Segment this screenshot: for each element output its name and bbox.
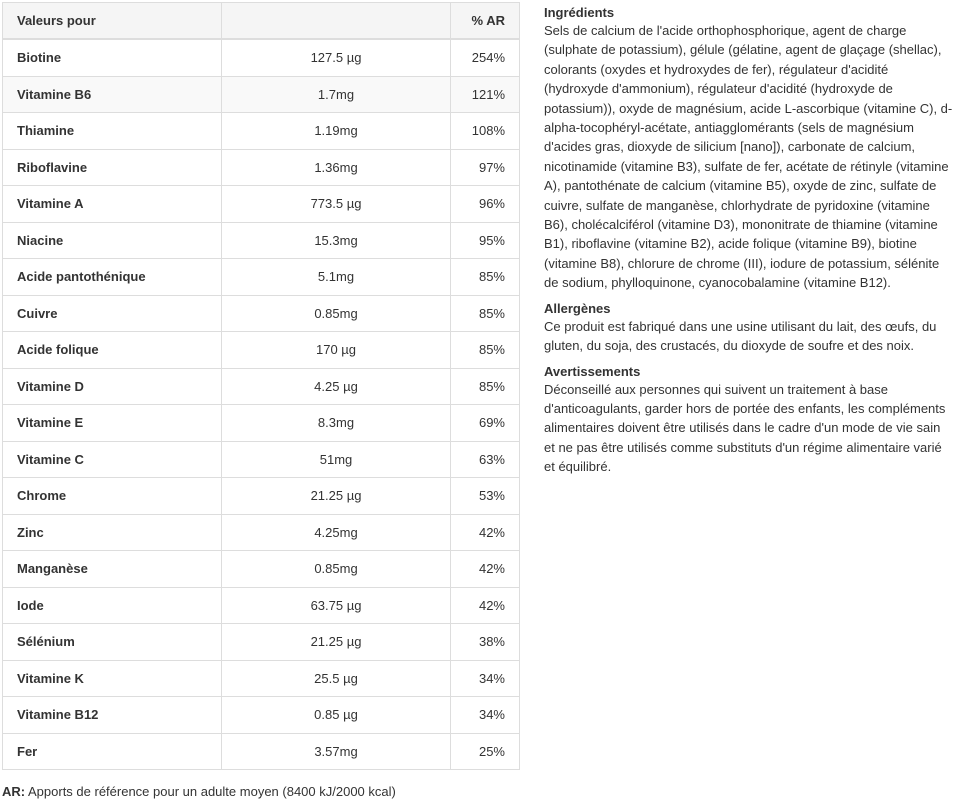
nutrient-amount: 1.7mg xyxy=(222,76,451,113)
nutrition-table xyxy=(2,2,520,770)
table-row xyxy=(3,113,520,150)
table-row xyxy=(3,222,520,259)
table-row xyxy=(3,478,520,515)
nutrient-amount: 1.36mg xyxy=(222,149,451,186)
allergens-section xyxy=(544,300,954,356)
ingredients-title: Ingrédients xyxy=(544,5,615,20)
nutrient-name: Acide pantothénique xyxy=(3,259,222,296)
nutrient-amount: 4.25 µg xyxy=(222,368,451,405)
nutrient-ar: 95% xyxy=(451,222,520,259)
nutrient-name: Acide folique xyxy=(3,332,222,369)
nutrient-ar: 121% xyxy=(451,76,520,113)
nutrient-name: Vitamine B12 xyxy=(3,697,222,734)
nutrient-ar: 53% xyxy=(451,478,520,515)
nutrient-amount: 25.5 µg xyxy=(222,660,451,697)
table-row xyxy=(3,332,520,369)
nutrient-amount: 4.25mg xyxy=(222,514,451,551)
table-row xyxy=(3,76,520,113)
nutrient-ar: 34% xyxy=(451,697,520,734)
ingredients-text: Sels de calcium de l'acide orthophosphorique, agent de charge (sulphate de potassium), gélule (gélatine, agent de glaçage (shellac), colorants (oxydes et hydroxydes de fer), régulateur d'acidité (hydroxyde d'ammonium), régulateur d'acidité (hydroxyde de potassium)), oxyde de magnésium, acide L-ascorbique (vitamine C), d-alpha-tocophéryl-acétate, antiagglomérants (sels de magnésium d'acides gras, dioxyde de silicium [nano]), carbonate de calcium, nicotinamide (vitamine B3), sulfate de fer, acétate de rétinyle (vitamine A), pantothénate de calcium (vitamine B5), oxyde de zinc, sulfate de cuivre, sulfate de manganèse, chlorhydrate de pyridoxine (vitamine B6), cholécalciférol (vitamine D3), mononitrate de thiamine (vitamine B1), riboflavine (vitamine B2), acide folique (vitamine B9), biotine (vitamine B8), chlorure de chrome (III), iodure de potassium, sélénite de sodium, phylloquinone, cyanocobalamine (vitamine B12). xyxy=(544,23,953,291)
nutrient-name: Vitamine E xyxy=(3,405,222,442)
nutrient-amount: 21.25 µg xyxy=(222,624,451,661)
table-row xyxy=(3,441,520,478)
nutrition-table-header xyxy=(3,3,520,40)
table-row xyxy=(3,660,520,697)
nutrient-name: Vitamine C xyxy=(3,441,222,478)
nutrient-name: Chrome xyxy=(3,478,222,515)
footnote xyxy=(2,783,396,800)
table-row xyxy=(3,514,520,551)
header-amount xyxy=(222,3,451,40)
header-row xyxy=(3,3,520,40)
nutrient-amount: 170 µg xyxy=(222,332,451,369)
nutrient-name: Vitamine K xyxy=(3,660,222,697)
allergens-title: Allergènes xyxy=(544,300,611,316)
table-row xyxy=(3,368,520,405)
nutrient-amount: 0.85mg xyxy=(222,551,451,588)
nutrient-name: Riboflavine xyxy=(3,149,222,186)
header-ar: % AR xyxy=(451,3,520,40)
product-info xyxy=(544,4,954,484)
nutrient-name: Manganèse xyxy=(3,551,222,588)
nutrient-ar: 42% xyxy=(451,551,520,588)
nutrient-amount: 773.5 µg xyxy=(222,186,451,223)
nutrient-amount: 51mg xyxy=(222,441,451,478)
table-row xyxy=(3,259,520,296)
nutrient-ar: 69% xyxy=(451,405,520,442)
nutrient-ar: 34% xyxy=(451,660,520,697)
nutrient-name: Iode xyxy=(3,587,222,624)
table-row xyxy=(3,733,520,770)
nutrient-name: Vitamine B6 xyxy=(3,76,222,113)
ingredients-section xyxy=(544,4,954,293)
nutrition-table-body xyxy=(3,39,520,770)
nutrient-ar: 25% xyxy=(451,733,520,770)
nutrient-amount: 8.3mg xyxy=(222,405,451,442)
table-row xyxy=(3,624,520,661)
table-row xyxy=(3,186,520,223)
nutrient-ar: 42% xyxy=(451,587,520,624)
footnote-label: AR: xyxy=(2,784,26,799)
nutrient-name: Niacine xyxy=(3,222,222,259)
nutrient-amount: 63.75 µg xyxy=(222,587,451,624)
nutrient-name: Sélénium xyxy=(3,624,222,661)
warnings-title: Avertissements xyxy=(544,363,641,379)
nutrient-name: Cuivre xyxy=(3,295,222,332)
footnote-text: Apports de référence pour un adulte moyen (8400 kJ/2000 kcal) xyxy=(25,784,396,799)
table-row xyxy=(3,39,520,76)
warnings-section xyxy=(544,363,954,477)
nutrient-ar: 108% xyxy=(451,113,520,150)
table-row xyxy=(3,295,520,332)
nutrient-amount: 3.57mg xyxy=(222,733,451,770)
warnings-text: Déconseillé aux personnes qui suivent un traitement à base d'anticoagulants, garder hors de portée des enfants, les compléments alimentaires doivent être utilisés dans le cadre d'un mode de vie sain et ne pas être utilisés comme substituts d'un régime alimentaire varié et équilibré. xyxy=(544,381,946,475)
table-row xyxy=(3,697,520,734)
nutrient-amount: 1.19mg xyxy=(222,113,451,150)
nutrient-amount: 0.85 µg xyxy=(222,697,451,734)
nutrient-amount: 5.1mg xyxy=(222,259,451,296)
nutrient-name: Biotine xyxy=(3,39,222,76)
nutrient-ar: 97% xyxy=(451,149,520,186)
nutrient-name: Fer xyxy=(3,733,222,770)
nutrient-amount: 0.85mg xyxy=(222,295,451,332)
nutrient-ar: 85% xyxy=(451,332,520,369)
table-row xyxy=(3,551,520,588)
nutrient-name: Vitamine A xyxy=(3,186,222,223)
nutrient-ar: 85% xyxy=(451,368,520,405)
nutrient-ar: 85% xyxy=(451,259,520,296)
nutrient-ar: 38% xyxy=(451,624,520,661)
nutrient-name: Vitamine D xyxy=(3,368,222,405)
nutrient-name: Thiamine xyxy=(3,113,222,150)
nutrient-ar: 254% xyxy=(451,39,520,76)
table-row xyxy=(3,587,520,624)
nutrient-amount: 21.25 µg xyxy=(222,478,451,515)
nutrient-ar: 63% xyxy=(451,441,520,478)
nutrient-ar: 85% xyxy=(451,295,520,332)
table-row xyxy=(3,149,520,186)
nutrient-amount: 15.3mg xyxy=(222,222,451,259)
nutrient-name: Zinc xyxy=(3,514,222,551)
nutrient-ar: 96% xyxy=(451,186,520,223)
header-name: Valeurs pour xyxy=(3,3,222,40)
allergens-text: Ce produit est fabriqué dans une usine utilisant du lait, des œufs, du gluten, du soja, des crustacés, du dioxyde de soufre et des noix. xyxy=(544,318,937,354)
table-row xyxy=(3,405,520,442)
nutrient-ar: 42% xyxy=(451,514,520,551)
nutrient-amount: 127.5 µg xyxy=(222,39,451,76)
